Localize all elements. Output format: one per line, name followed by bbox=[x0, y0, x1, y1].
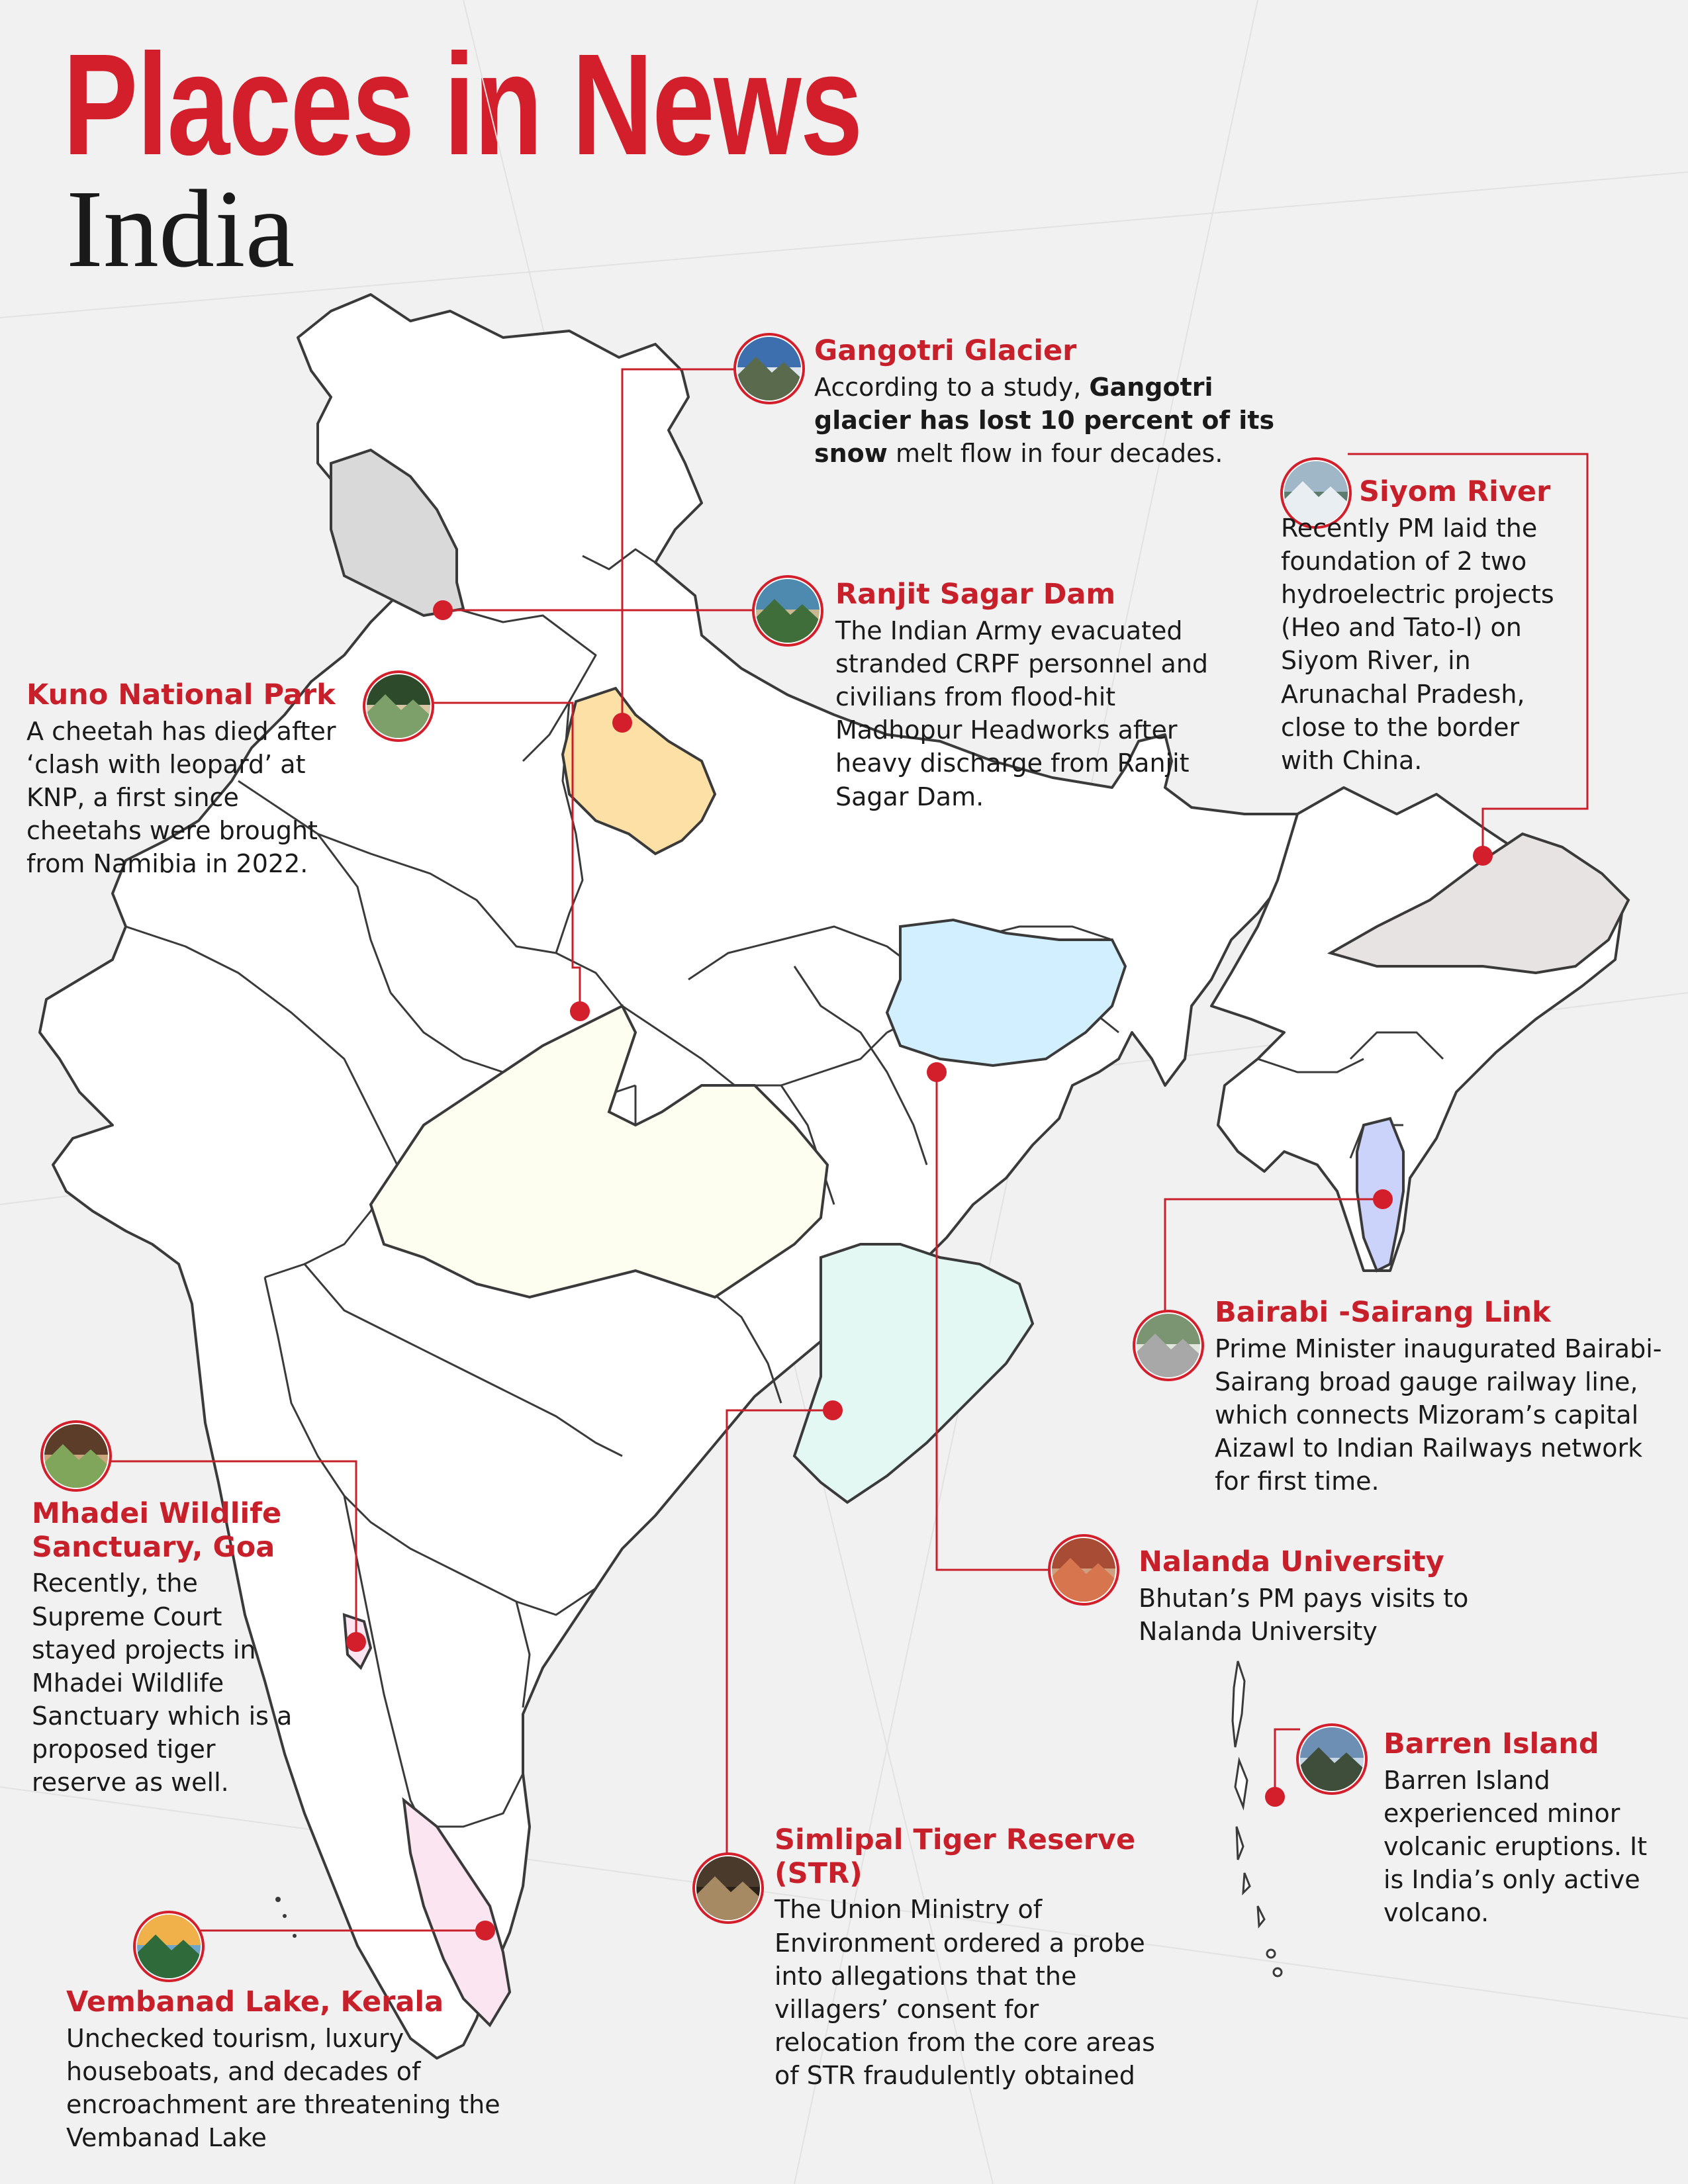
dam-photo-icon bbox=[753, 576, 822, 645]
lake-photo-icon bbox=[134, 1912, 203, 1981]
place-title: Nalanda University bbox=[1139, 1545, 1444, 1578]
place-desc: A cheetah has died after ‘clash with leopard’ at KNP, a first since cheetahs were brought from Namibia in 2022. bbox=[26, 716, 336, 879]
place-desc: According to a study, Gangotri glacier has lost 10 percent of its snow melt flow in four decades. bbox=[814, 372, 1275, 469]
place-desc: Barren Island experienced minor volcanic eruptions. It is India’s only active volcano. bbox=[1383, 1765, 1648, 1928]
place-title: Vembanad Lake, Kerala bbox=[66, 1985, 444, 2019]
place-desc: The Union Ministry of Environment ordered a probe into allegations that the villagers’ consent for relocation from the core areas of STR fraudulently obtained bbox=[774, 1895, 1155, 2091]
marker-bairabi bbox=[1373, 1189, 1393, 1209]
label-vembanad bbox=[66, 1985, 503, 2154]
label-kuno bbox=[26, 678, 351, 881]
label-siyom bbox=[1281, 475, 1569, 777]
marker-ranjit bbox=[433, 600, 453, 620]
marker-mhadei bbox=[346, 1632, 366, 1652]
page-title: Places in News bbox=[63, 24, 862, 185]
place-desc: Recently, the Supreme Court stayed projects in Mhadei Wildlife Sanctuary which is a proposed tiger reserve as well. bbox=[32, 1569, 293, 1797]
label-simlipal bbox=[774, 1823, 1158, 2092]
place-title: Barren Island bbox=[1383, 1727, 1599, 1760]
marker-barren bbox=[1265, 1787, 1285, 1807]
region-odisha bbox=[794, 1244, 1033, 1502]
lakshadweep-islands bbox=[275, 1897, 297, 1938]
volcano-photo-icon bbox=[1297, 1725, 1366, 1794]
place-desc: The Indian Army evacuated stranded CRPF personnel and civilians from flood-hit Madhopur Headworks after heavy discharge from Ranjit Sagar Dam. bbox=[835, 615, 1209, 811]
place-desc: Recently PM laid the foundation of 2 two hydroelectric projects (Heo and Tato-I) on Siyom River, in Arunachal Pradesh, close to the border with China. bbox=[1281, 513, 1554, 775]
park-gate-photo-icon bbox=[364, 672, 433, 741]
ruins-photo-icon bbox=[1049, 1535, 1118, 1604]
place-desc: Bhutan’s PM pays visits to Nalanda University bbox=[1139, 1583, 1469, 1646]
marker-gangotri bbox=[612, 713, 632, 733]
place-title: Ranjit Sagar Dam bbox=[835, 578, 1116, 611]
label-bairabi bbox=[1215, 1296, 1681, 1498]
forest-photo-icon bbox=[42, 1422, 111, 1490]
place-title: Bairabi -Sairang Link bbox=[1215, 1296, 1551, 1329]
marker-kuno bbox=[570, 1001, 590, 1021]
marker-simlipal bbox=[823, 1400, 843, 1420]
andaman-islands bbox=[1233, 1661, 1282, 1976]
place-title: Simlipal Tiger Reserve (STR) bbox=[774, 1823, 1136, 1890]
mountain-photo-icon bbox=[735, 334, 804, 403]
place-desc: Unchecked tourism, luxury houseboats, and decades of encroachment are threatening the Vembanad Lake bbox=[66, 2023, 500, 2153]
label-gangotri bbox=[814, 334, 1278, 470]
marker-nalanda bbox=[927, 1062, 947, 1082]
label-nalanda bbox=[1139, 1545, 1509, 1648]
connector-barren bbox=[1275, 1729, 1300, 1797]
place-title: Gangotri Glacier bbox=[814, 334, 1077, 367]
page-subtitle: India bbox=[66, 167, 295, 291]
marker-vembanad bbox=[475, 1921, 495, 1940]
place-desc: Prime Minister inaugurated Bairabi-Sairang broad gauge railway line, which connects Mizoram’s capital Aizawl to Indian Railways network for first time. bbox=[1215, 1334, 1662, 1496]
tiger-photo-icon bbox=[694, 1854, 763, 1923]
place-title: Mhadei Wildlife Sanctuary, Goa bbox=[32, 1497, 282, 1564]
marker-siyom bbox=[1473, 846, 1493, 866]
railway-bridge-photo-icon bbox=[1134, 1311, 1203, 1380]
place-title: Siyom River bbox=[1359, 475, 1551, 508]
place-title: Kuno National Park bbox=[26, 678, 336, 711]
label-mhadei bbox=[32, 1497, 310, 1799]
label-ranjit bbox=[835, 578, 1243, 813]
label-barren bbox=[1383, 1727, 1668, 1930]
